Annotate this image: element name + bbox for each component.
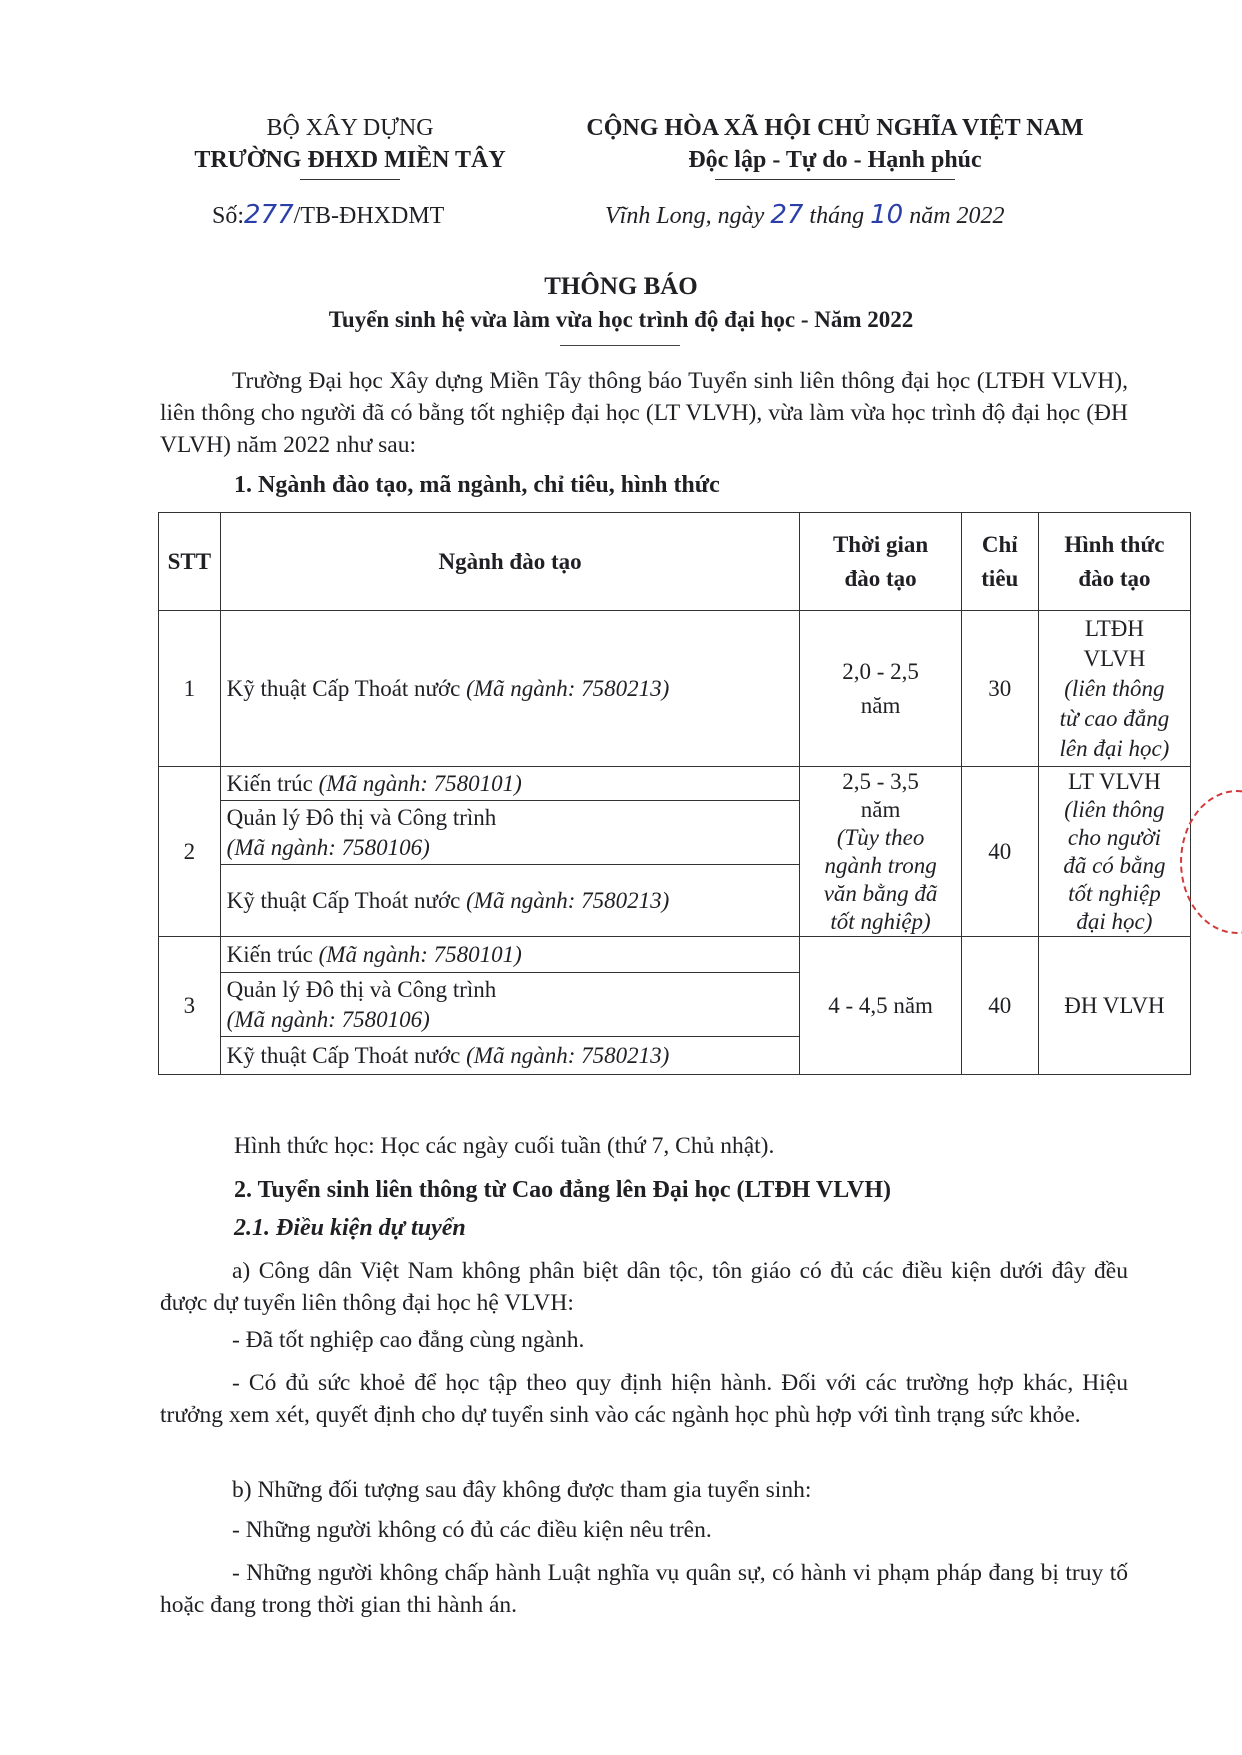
header-duration: Thời gian đào tạo <box>800 513 961 611</box>
issuer-underline <box>300 179 400 180</box>
handwritten-day: 27 <box>770 200 804 230</box>
document-title: THÔNG BÁO <box>544 273 698 300</box>
exclusion-conditions: - Những người không có đủ các điều kiện nêu trên. <box>232 1517 712 1543</box>
national-motto: Độc lập - Tự do - Hạnh phúc <box>688 147 982 173</box>
row2-program-2: Quản lý Đô thị và Công trình (Mã ngành: 7580106) <box>220 801 800 865</box>
condition-health: - Có đủ sức khoẻ để học tập theo quy định hiện hành. Đối với các trường hợp khác, Hiệu trưởng xem xét, quyết định cho dự tuyển sinh vào các ngành học phù hợp với tình trạng sức khỏe. <box>160 1370 1128 1428</box>
row2-quota: 40 <box>961 767 1038 937</box>
row3-program-3: Kỹ thuật Cấp Thoát nước (Mã ngành: 7580213) <box>220 1037 800 1075</box>
document-number: Số:277/TB-ĐHXDMT <box>212 200 445 230</box>
section-1-heading: 1. Ngành đào tạo, mã ngành, chỉ tiêu, hình thức <box>234 472 720 498</box>
motto-underline <box>715 179 955 180</box>
section-2-1-heading: 2.1. Điều kiện dự tuyển <box>234 1215 466 1241</box>
issuer-block <box>150 112 550 180</box>
header-quota: Chỉ tiêu <box>961 513 1038 611</box>
header-program: Ngành đào tạo <box>220 513 800 611</box>
header-form: Hình thức đào tạo <box>1038 513 1190 611</box>
row1-duration: 2,0 - 2,5 năm <box>800 611 961 767</box>
condition-graduated: - Đã tốt nghiệp cao đẳng cùng ngành. <box>232 1327 585 1353</box>
handwritten-month: 10 <box>870 200 904 230</box>
handwritten-number: 277 <box>244 200 294 230</box>
row3-form: ĐH VLVH <box>1038 937 1190 1075</box>
national-header <box>560 112 1110 180</box>
row2-program-3: Kỹ thuật Cấp Thoát nước (Mã ngành: 7580213) <box>220 865 800 937</box>
row1-quota: 30 <box>961 611 1038 767</box>
title-underline <box>560 345 680 346</box>
row2-duration: 2,5 - 3,5 năm (Tùy theo ngành trong văn bằng đã tốt nghiệp) <box>800 767 961 937</box>
paragraph-a: a) Công dân Việt Nam không phân biệt dân tộc, tôn giáo có đủ các điều kiện dưới đây đều được dự tuyển liên thông đại học hệ VLVH: <box>160 1258 1128 1316</box>
table-row <box>159 767 1191 801</box>
row3-program-2: Quản lý Đô thị và Công trình (Mã ngành: 7580106) <box>220 973 800 1037</box>
row2-stt: 2 <box>159 767 221 937</box>
table-row <box>159 611 1191 767</box>
row2-program-1: Kiến trúc (Mã ngành: 7580101) <box>220 767 800 801</box>
table-header-row <box>159 513 1191 611</box>
row3-duration: 4 - 4,5 năm <box>800 937 961 1075</box>
header-stt: STT <box>159 513 221 611</box>
section-2-heading: 2. Tuyển sinh liên thông từ Cao đẳng lên Đại học (LTĐH VLVH) <box>234 1177 892 1203</box>
row1-form: LTĐH VLVH (liên thông từ cao đẳng lên đại học) <box>1038 611 1190 767</box>
row2-form: LT VLVH (liên thông cho người đã có bằng tốt nghiệp đại học) <box>1038 767 1190 937</box>
study-form-note: Hình thức học: Học các ngày cuối tuần (thứ 7, Chủ nhật). <box>234 1133 775 1159</box>
school-name: TRƯỜNG ĐHXD MIỀN TÂY <box>194 147 506 173</box>
row3-program-1: Kiến trúc (Mã ngành: 7580101) <box>220 937 800 973</box>
row1-program: Kỹ thuật Cấp Thoát nước (Mã ngành: 7580213) <box>220 611 800 767</box>
programs-table <box>158 512 1191 1075</box>
document-subtitle: Tuyển sinh hệ vừa làm vừa học trình độ đại học - Năm 2022 <box>328 307 914 332</box>
issue-date: Vĩnh Long, ngày 27 tháng 10 năm 2022 <box>605 200 1005 230</box>
row3-quota: 40 <box>961 937 1038 1075</box>
exclusion-legal: - Những người không chấp hành Luật nghĩa vụ quân sự, có hành vi phạm pháp đang bị truy tố hoặc đang trong thời gian thi hành án. <box>160 1560 1128 1618</box>
paragraph-b: b) Những đối tượng sau đây không được tham gia tuyển sinh: <box>232 1477 812 1503</box>
intro-paragraph: Trường Đại học Xây dựng Miền Tây thông báo Tuyển sinh liên thông đại học (LTĐH VLVH), liên thông cho người đã có bằng tốt nghiệp đại học (LT VLVH), vừa làm vừa học trình độ đại học (ĐH VLVH) năm 2022 như sau: <box>160 368 1128 458</box>
table-row <box>159 937 1191 973</box>
ministry-name: BỘ XÂY DỰNG <box>266 115 434 141</box>
republic-name: CỘNG HÒA XÃ HỘI CHỦ NGHĨA VIỆT NAM <box>586 115 1084 141</box>
row1-stt: 1 <box>159 611 221 767</box>
row3-stt: 3 <box>159 937 221 1075</box>
